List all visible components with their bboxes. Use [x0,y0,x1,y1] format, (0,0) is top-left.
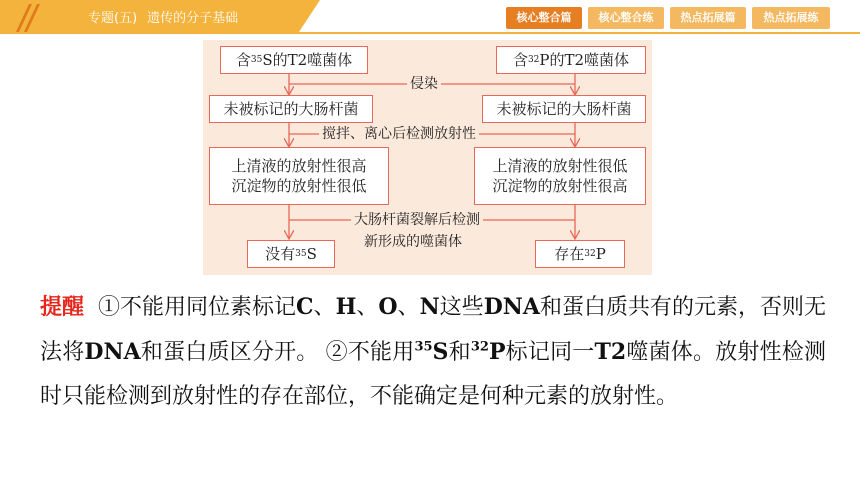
note-bold: H [335,294,357,320]
note-bold: P [488,339,506,365]
note-bold: O [378,294,398,320]
box-text: P [595,245,606,263]
reminder-paragraph [40,285,826,419]
note-text: 、 [356,295,379,320]
tab-core-integration[interactable]: 核心整合篇 [506,7,582,29]
experiment-flow-diagram [203,40,652,275]
header-divider [0,32,860,34]
label-process: 搅拌、离心后检测放射性 [319,125,479,143]
box-left-final: 没有 35 S [247,240,335,268]
label-lysis-2: 新形成的噬菌体 [361,233,465,251]
note-bold: DNA [84,339,141,365]
note-text: 、 [397,295,420,320]
tab-core-practice[interactable]: 核心整合练 [588,7,664,29]
note-text: ①不能用同位素标记 [98,295,297,320]
box-right-final: 存在 32 P [535,240,625,268]
box-text: 含 [512,51,528,69]
box-left-host: 未被标记的大肠杆菌 [209,95,373,123]
note-text: 和蛋白质区分开。 ②不能用 [140,340,415,365]
box-text: 含 [235,51,251,69]
box-text: 没有 [265,245,296,263]
tip-label: 提醒 [40,294,85,320]
left-result-line-1: 上清液的放射性很高 [231,157,367,175]
box-p32-phage: 含 32 P的T2噬菌体 [496,46,646,74]
tab-hotspot-extension[interactable]: 热点拓展篇 [670,7,746,29]
box-right-host: 未被标记的大肠杆菌 [482,95,646,123]
note-text: 噬菌体。放射性检测时只能检测到放射性的存在部位，不能确定是何种元素的放射性。 [40,340,826,409]
box-left-result [209,147,389,205]
box-text: S的T2噬菌体 [262,51,353,69]
box-right-result [474,147,646,205]
note-sup: 35 [414,339,433,355]
tab-hotspot-practice[interactable]: 热点拓展练 [752,7,830,29]
note-bold: T2 [594,339,627,365]
note-bold: S [432,339,449,365]
note-bold: N [419,294,440,320]
note-bold: C [296,294,314,320]
note-text: 和蛋白质共有的元素，否则无法将 [40,295,826,365]
box-text: S [306,245,317,263]
left-result-line-2: 沉淀物的放射性很低 [231,177,367,195]
page-title [88,7,248,26]
note-text: 和 [448,340,471,365]
subtitle-label: 遗传的分子基础 [147,11,239,26]
note-text: 这些 [439,295,484,320]
topic-label: 专题(五) [88,11,138,26]
note-text: 标记同一 [505,340,595,365]
label-lysis-1: 大肠杆菌裂解后检测 [351,211,483,229]
header [0,0,860,34]
note-text: 、 [313,295,336,320]
box-s35-phage: 含 35 S的T2噬菌体 [220,46,368,74]
right-result-line-1: 上清液的放射性很低 [492,157,628,175]
label-infect: 侵染 [407,75,441,93]
note-bold: DNA [483,294,540,320]
box-text: 存在 [554,245,585,263]
right-result-line-2: 沉淀物的放射性很高 [492,177,628,195]
box-text: P的T2噬菌体 [539,51,630,69]
note-sup: 32 [470,339,489,355]
